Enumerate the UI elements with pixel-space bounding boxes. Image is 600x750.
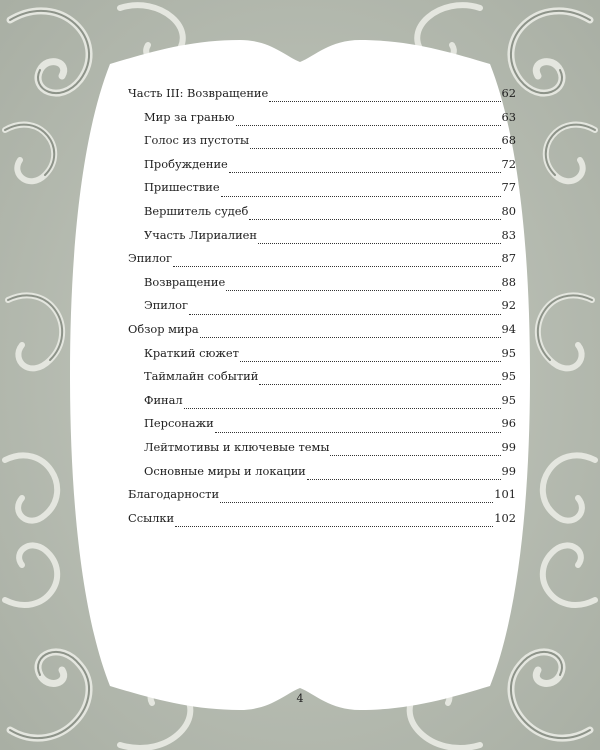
toc-entry-title: Эпилог xyxy=(144,298,188,313)
toc-entry-page: 101 xyxy=(494,487,516,502)
page-number: 4 xyxy=(296,692,304,705)
toc-entry-title: Обзор мира xyxy=(128,321,199,336)
toc-entry-page: 72 xyxy=(501,156,516,171)
toc-dot-leader xyxy=(200,337,501,338)
toc-entry-title: Ссылки xyxy=(128,510,175,525)
toc-entry-page: 80 xyxy=(501,203,516,218)
toc-entry-title: Основные миры и локации xyxy=(144,463,306,478)
toc-entry[interactable] xyxy=(128,369,516,393)
toc-dot-leader xyxy=(330,455,500,456)
toc-entry[interactable] xyxy=(128,204,516,228)
toc-entry[interactable] xyxy=(128,416,516,440)
toc-entry-page: 99 xyxy=(501,463,516,478)
toc-entry-page: 77 xyxy=(501,180,516,195)
toc-entry-page: 96 xyxy=(501,416,516,431)
toc-dot-leader xyxy=(240,361,501,362)
toc-dot-leader xyxy=(249,219,500,220)
toc-dot-leader xyxy=(229,172,501,173)
toc-entry[interactable] xyxy=(128,322,516,346)
toc-dot-leader xyxy=(173,266,501,267)
toc-entry-title: Пришествие xyxy=(144,180,220,195)
toc-dot-leader xyxy=(269,101,500,102)
toc-entry-title: Финал xyxy=(144,392,183,407)
toc-dot-leader xyxy=(221,196,501,197)
toc-entry-page: 88 xyxy=(501,274,516,289)
table-of-contents xyxy=(128,86,516,534)
toc-entry-title: Краткий сюжет xyxy=(144,345,239,360)
toc-entry-title: Мир за гранью xyxy=(144,109,235,124)
toc-entry-page: 62 xyxy=(501,86,516,100)
toc-dot-leader xyxy=(236,125,501,126)
toc-dot-leader xyxy=(189,314,501,315)
toc-dot-leader xyxy=(258,243,501,244)
toc-entry[interactable] xyxy=(128,346,516,370)
toc-dot-leader xyxy=(226,290,500,291)
toc-entry[interactable] xyxy=(128,275,516,299)
toc-dot-leader xyxy=(220,502,493,503)
toc-dot-leader xyxy=(259,384,500,385)
toc-entry-page: 87 xyxy=(501,251,516,266)
toc-entry[interactable] xyxy=(128,487,516,511)
toc-entry-title: Часть III: Возвращение xyxy=(128,86,269,100)
toc-entry-page: 94 xyxy=(501,321,516,336)
toc-entry-title: Возвращение xyxy=(144,274,226,289)
toc-entry-title: Вершитель судеб xyxy=(144,203,249,218)
toc-entry-title: Персонажи xyxy=(144,416,214,431)
toc-dot-leader xyxy=(175,526,493,527)
toc-entry[interactable] xyxy=(128,110,516,134)
toc-dot-leader xyxy=(215,432,501,433)
toc-entry-page: 83 xyxy=(501,227,516,242)
toc-entry-page: 68 xyxy=(501,133,516,148)
toc-entry-page: 92 xyxy=(501,298,516,313)
toc-dot-leader xyxy=(250,148,500,149)
toc-entry[interactable] xyxy=(128,228,516,252)
toc-entry[interactable] xyxy=(128,440,516,464)
toc-entry[interactable] xyxy=(128,133,516,157)
toc-entry-page: 95 xyxy=(501,345,516,360)
toc-entry-title: Пробуждение xyxy=(144,156,228,171)
toc-entry-page: 95 xyxy=(501,369,516,384)
toc-entry-title: Эпилог xyxy=(128,251,172,266)
toc-dot-leader xyxy=(184,408,501,409)
toc-entry-title: Таймлайн событий xyxy=(144,369,259,384)
toc-entry-title: Благодарности xyxy=(128,487,220,502)
toc-entry[interactable] xyxy=(128,511,516,535)
toc-entry-page: 63 xyxy=(501,109,516,124)
toc-entry-page: 99 xyxy=(501,439,516,454)
toc-entry-title: Лейтмотивы и ключевые темы xyxy=(144,439,330,454)
toc-entry[interactable] xyxy=(128,251,516,275)
toc-entry-title: Участь Лириалиен xyxy=(144,227,257,242)
toc-entry[interactable] xyxy=(128,86,516,110)
toc-entry-title: Голос из пустоты xyxy=(144,133,250,148)
toc-entry-page: 95 xyxy=(501,392,516,407)
toc-entry[interactable] xyxy=(128,157,516,181)
toc-entry[interactable] xyxy=(128,298,516,322)
toc-entry[interactable] xyxy=(128,180,516,204)
toc-dot-leader xyxy=(307,479,501,480)
toc-entry[interactable] xyxy=(128,393,516,417)
toc-entry-page: 102 xyxy=(494,510,516,525)
toc-entry[interactable] xyxy=(128,464,516,488)
